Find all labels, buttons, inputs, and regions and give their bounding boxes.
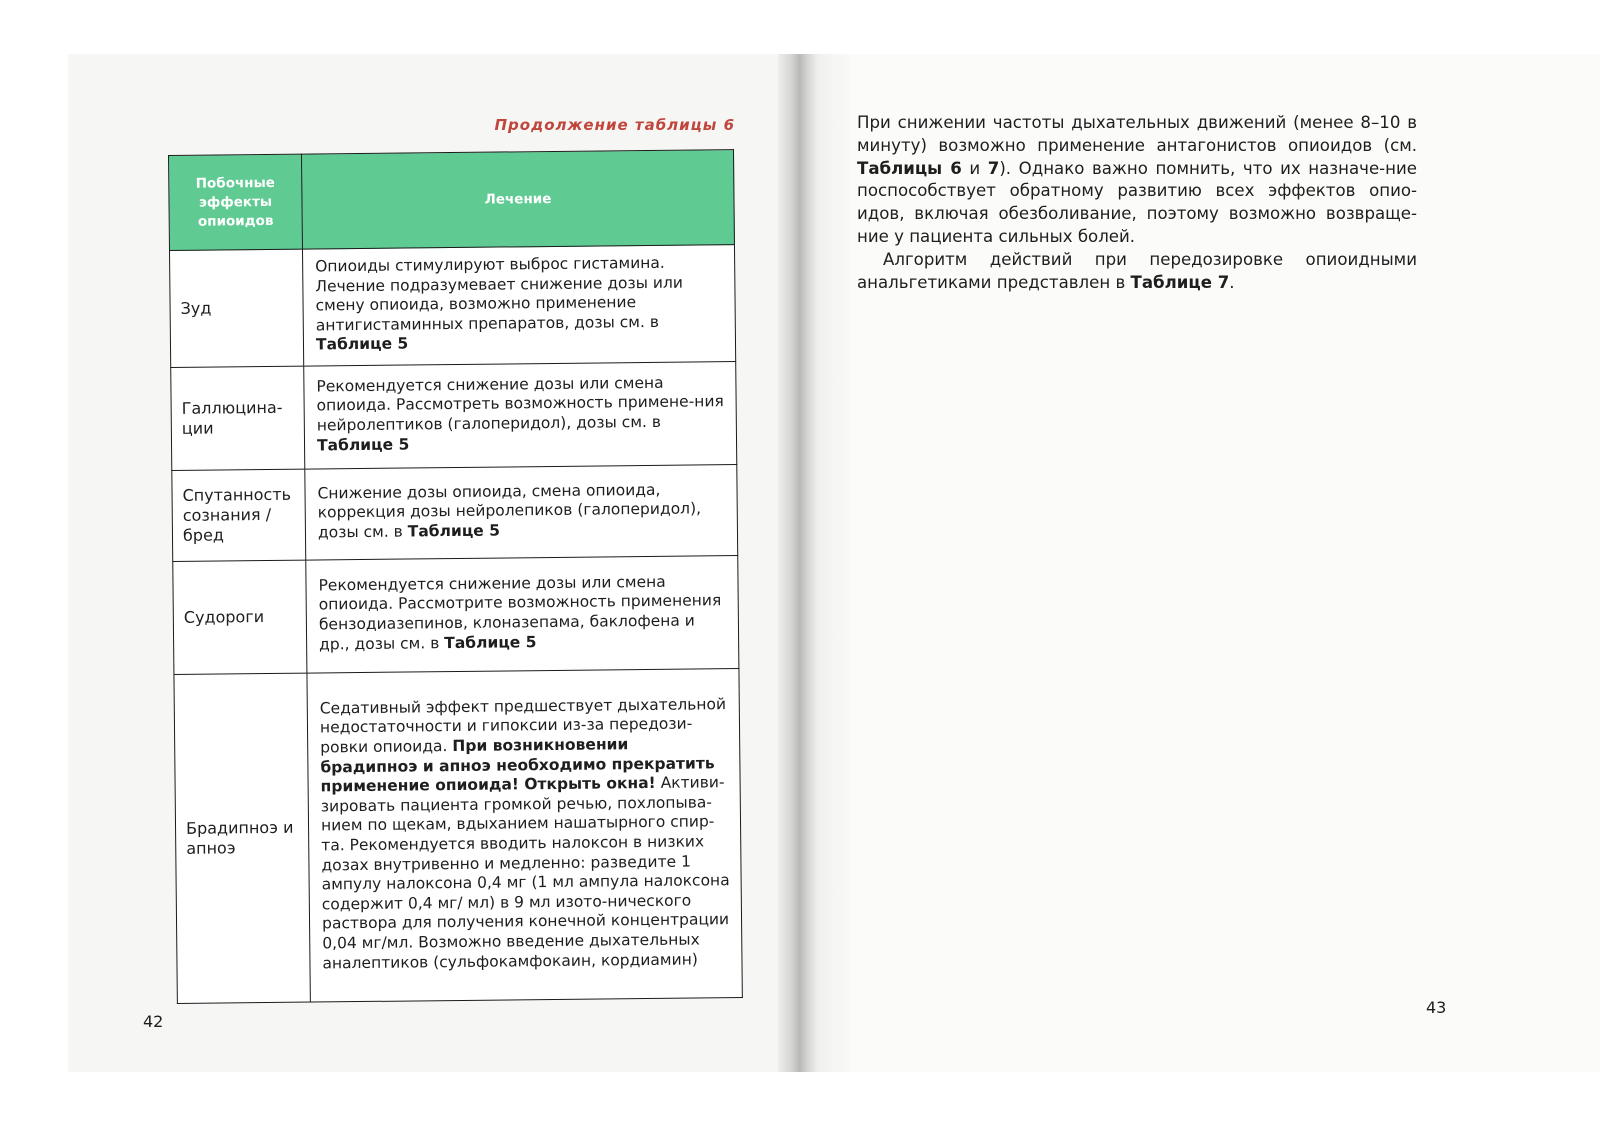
table-row [173,556,739,675]
effect-cell: Спутанность сознания / бред [172,469,306,561]
treatment-text: Снижение дозы опиоида, смена опиоида, коррекция дозы нейролепиков (галоперидол), дозы см. в [317,480,702,542]
table-ref: Таблице 5 [315,334,409,354]
paragraph-text: . [1229,272,1235,292]
table-ref: Таблице 5 [407,521,501,541]
treatment-cell [302,245,735,367]
table-ref: 7 [987,158,1000,178]
body-text [857,112,1417,294]
treatment-cell [304,362,737,470]
treatment-text: Рекомендуется снижение дозы или смена опиоида. Рассмотрите возможность применения бензодиазепинов, клоназепама, баклофена и др., дозы см. в [318,572,722,654]
effect-cell: Зуд [170,249,304,367]
effect-cell: Брадипноэ и апноэ [174,673,310,1003]
paragraph-text: ). Однако важно помнить, что их назначе-ние поспособствует обратному развитию всех эффектов опио-идов, включая обезболивание, поэтому возможно возвраще-ние у пациента сильных болей. [857,158,1417,246]
table-row [171,362,737,471]
table-ref: Таблицы 6 [857,158,962,178]
table-ref: Таблице 5 [316,435,410,455]
effect-cell: Судороги [173,560,307,674]
side-effects-table [168,149,743,1004]
treatment-text: Рекомендуется снижение дозы или смена опиоида. Рассмотреть возможность примене-ния нейролептиков (галоперидол), дозы см. в [316,373,724,435]
table-ref: Таблице 7 [1130,272,1230,292]
treatment-text: Активи-зировать пациента громкой речью, похлопыва-нием по щекам, вдыханием нашатырного спир-та. Рекомендуется вводить налоксон в низких дозах внутривенно и медленно: разведите 1 ампулу налоксона 0,4 мг (1 мл ампула налоксона содержит 0,4 мг/ мл) в 9 мл изото-нического раствора для получения конечной концентрации 0,04 мг/мл. Возможно введение дыхательных аналептиков (сульфокамфокаин, кордиамин) [320,773,730,972]
table-row [170,245,736,368]
table-row [174,669,742,1004]
table-caption: Продолжение таблицы 6 [494,116,735,134]
page-number-left: 42 [143,1012,164,1031]
treatment-cell [305,465,738,561]
paragraph [857,249,1417,295]
paragraph-text: При снижении частоты дыхательных движений (менее 8–10 в минуту) возможно применение антагонистов опиоидов (см. [857,113,1417,155]
book-gutter [778,54,850,1072]
paragraph [857,112,1417,249]
treatment-cell [307,669,742,1003]
table-ref: Таблице 5 [444,632,537,652]
treatment-text: Седативный эффект предшествует дыхательной недостаточности и гипоксии из-за передози-ровки опиоида. [319,695,727,757]
table-header-row [169,150,735,251]
header-effect: Побочные эффекты опиоидов [169,154,303,250]
header-treatment: Лечение [301,150,734,250]
paragraph-text: Алгоритм действий при передозировке опиоидными анальгетиками представлен в [857,249,1417,292]
treatment-cell [306,556,739,674]
effect-cell: Галлюцина-ции [171,366,305,470]
warning-text: При возникновении брадипноэ и апноэ необходимо прекратить применение опиоида! Открыть окна! [320,735,715,796]
treatment-text: Опиоиды стимулируют выброс гистамина. Лечение подразумевает снижение дозы или смену опиоида, возможно применение антигистаминных препаратов, дозы см. в [315,253,684,335]
page-number-right: 43 [1426,998,1447,1017]
table-row [172,465,738,562]
paragraph-text: и [961,158,988,178]
